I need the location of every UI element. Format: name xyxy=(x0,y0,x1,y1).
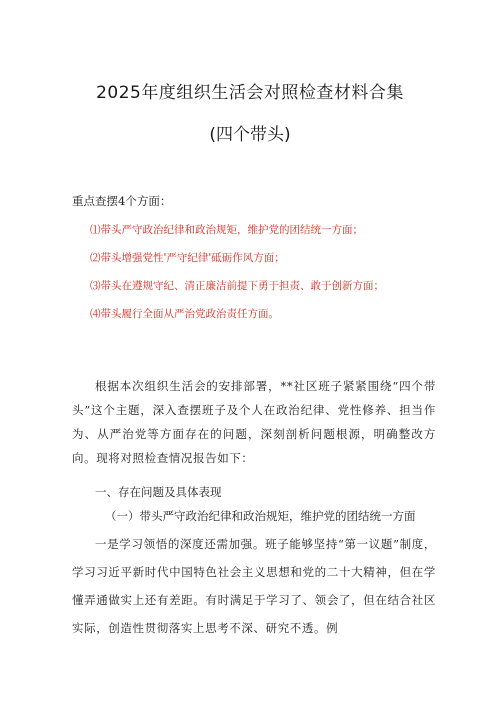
focus-item: ⑴带头严守政治纪律和政治规矩，维护党的团结统一方面； xyxy=(90,224,363,236)
focus-item: ⑵带头增强党性'严守纪律'砥砺作风方面； xyxy=(90,252,285,264)
focus-list xyxy=(90,222,384,334)
intro-paragraph: 根据本次组织生活会的安排部署，**社区班子紧紧围绕“四个带头”这个主题，深入查摆班子及个人在政治纪律、党性修养、担当作为、从严治党等方面存在的问题，深刻剖析问题根源，明确整改方向。现将对照检查情况报告如下： xyxy=(72,379,436,465)
body-paragraph: 一是学习领悟的深度还需加强。班子能够坚持“第一议题”制度，学习习近平新时代中国特色社会主义思想和党的二十大精神，但在学懂弄通做实上还有差距。有时满足于学习了、领会了，但在结合社区实际，创造性贯彻落实上思考不深、研究不透。例 xyxy=(72,537,436,635)
document-subtitle: (四个带头) xyxy=(209,125,291,145)
focus-item: ⑷带头履行全面从严治党政治责任方面。 xyxy=(90,308,279,320)
focus-item: ⑶带头在遵规守纪、清正廉洁前提下勇于担责、敢于创新方面； xyxy=(90,280,384,292)
sub-heading: （一）带头严守政治纪律和政治规矩，维护党的团结统一方面 xyxy=(105,509,416,523)
section-heading: 一、存在问题及具体表现 xyxy=(95,485,222,499)
document-title: 2025年度组织生活会对照检查材料合集 xyxy=(96,83,404,103)
focus-heading: 重点查摆4个方面： xyxy=(72,194,172,208)
